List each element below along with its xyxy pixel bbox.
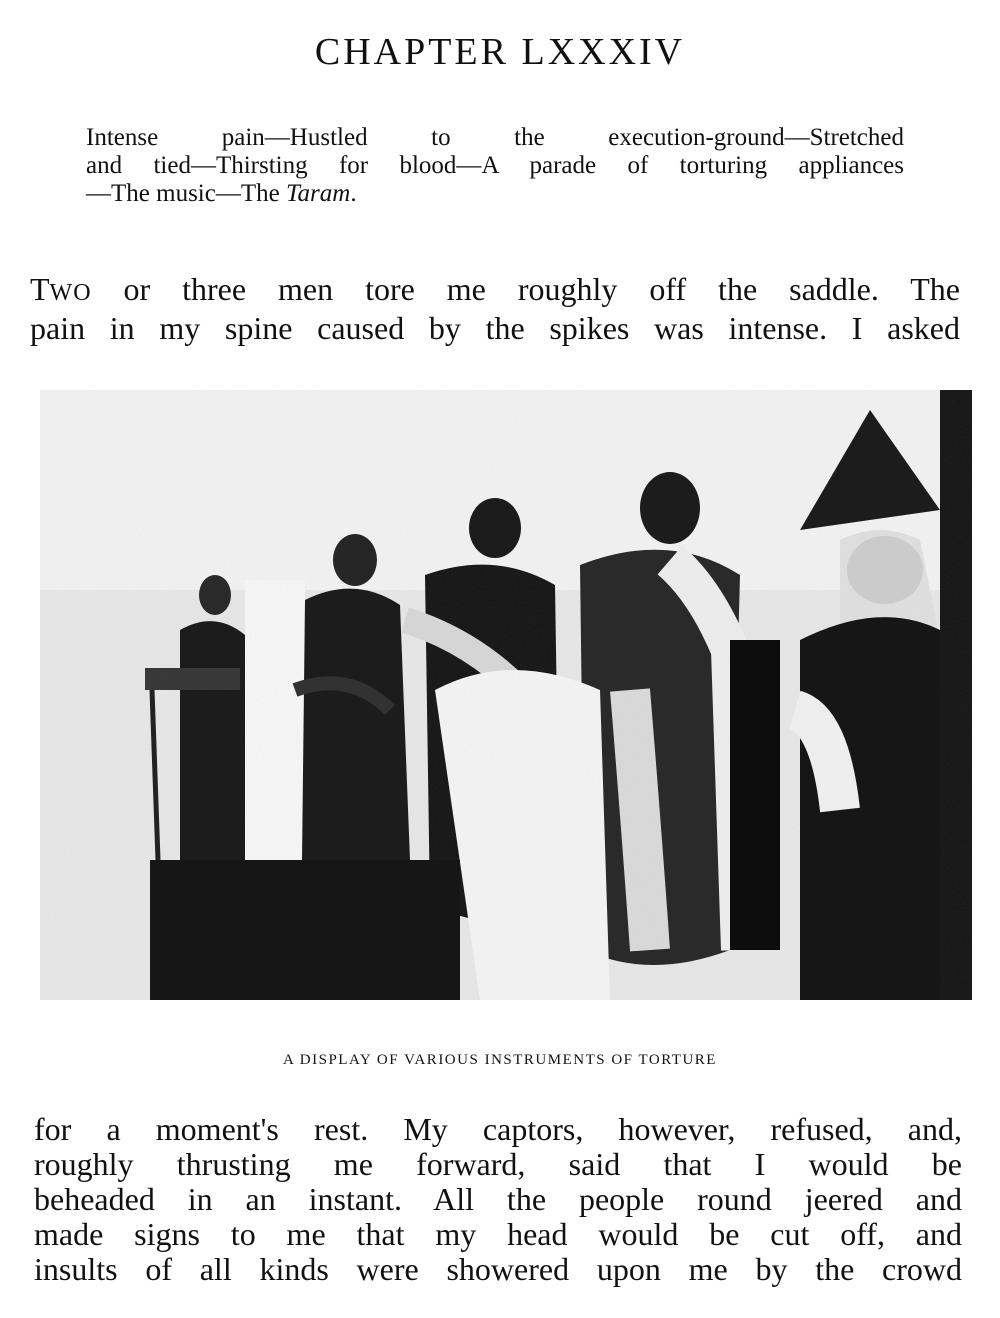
figure-caption: A DISPLAY OF VARIOUS INSTRUMENTS OF TORTURE (283, 1052, 717, 1068)
summary-line-3 (86, 180, 904, 208)
photo-right-edge (940, 390, 972, 1000)
summary-line-3-italic: Taram (285, 180, 351, 207)
summary-line-1: Intense pain—Hustled to the execution-ground—Stretched (86, 124, 904, 151)
photo-illustration (40, 390, 972, 1000)
paragraph-top-line-1-rest: or three men tore me roughly off the saddle. The (91, 271, 960, 307)
chapter-summary (86, 124, 904, 208)
dark-floor-shadow (150, 860, 460, 1000)
torture-instruments-photo (40, 390, 972, 1000)
first-word-rest: WO (49, 280, 92, 306)
summary-line-3-suffix: . (350, 180, 357, 207)
paragraph-bottom-line-3: beheaded in an instant. All the people round jeered and (34, 1181, 962, 1217)
paragraph-top (30, 272, 960, 346)
paragraph-top-line-1 (30, 272, 960, 311)
summary-line-3-prefix: —The music—The (86, 180, 286, 207)
paragraph-bottom-line-1: for a moment's rest. My captors, however, refused, and, (34, 1111, 962, 1147)
chapter-title: CHAPTER LXXXIV (314, 31, 686, 73)
summary-line-2: and tied—Thirsting for blood—A parade of torturing appliances (86, 152, 904, 179)
paragraph-bottom-line-2: roughly thrusting me forward, said that I would be (34, 1146, 962, 1182)
paragraph-bottom-line-4: made signs to me that my head would be cut off, and (34, 1216, 962, 1252)
paragraph-top-line-2: pain in my spine caused by the spikes was intense. I asked (30, 310, 960, 346)
dark-post (730, 640, 780, 950)
paragraph-bottom (34, 1112, 962, 1287)
paragraph-bottom-line-5: insults of all kinds were showered upon me by the crowd (34, 1251, 962, 1287)
first-word-initial: T (30, 271, 50, 307)
